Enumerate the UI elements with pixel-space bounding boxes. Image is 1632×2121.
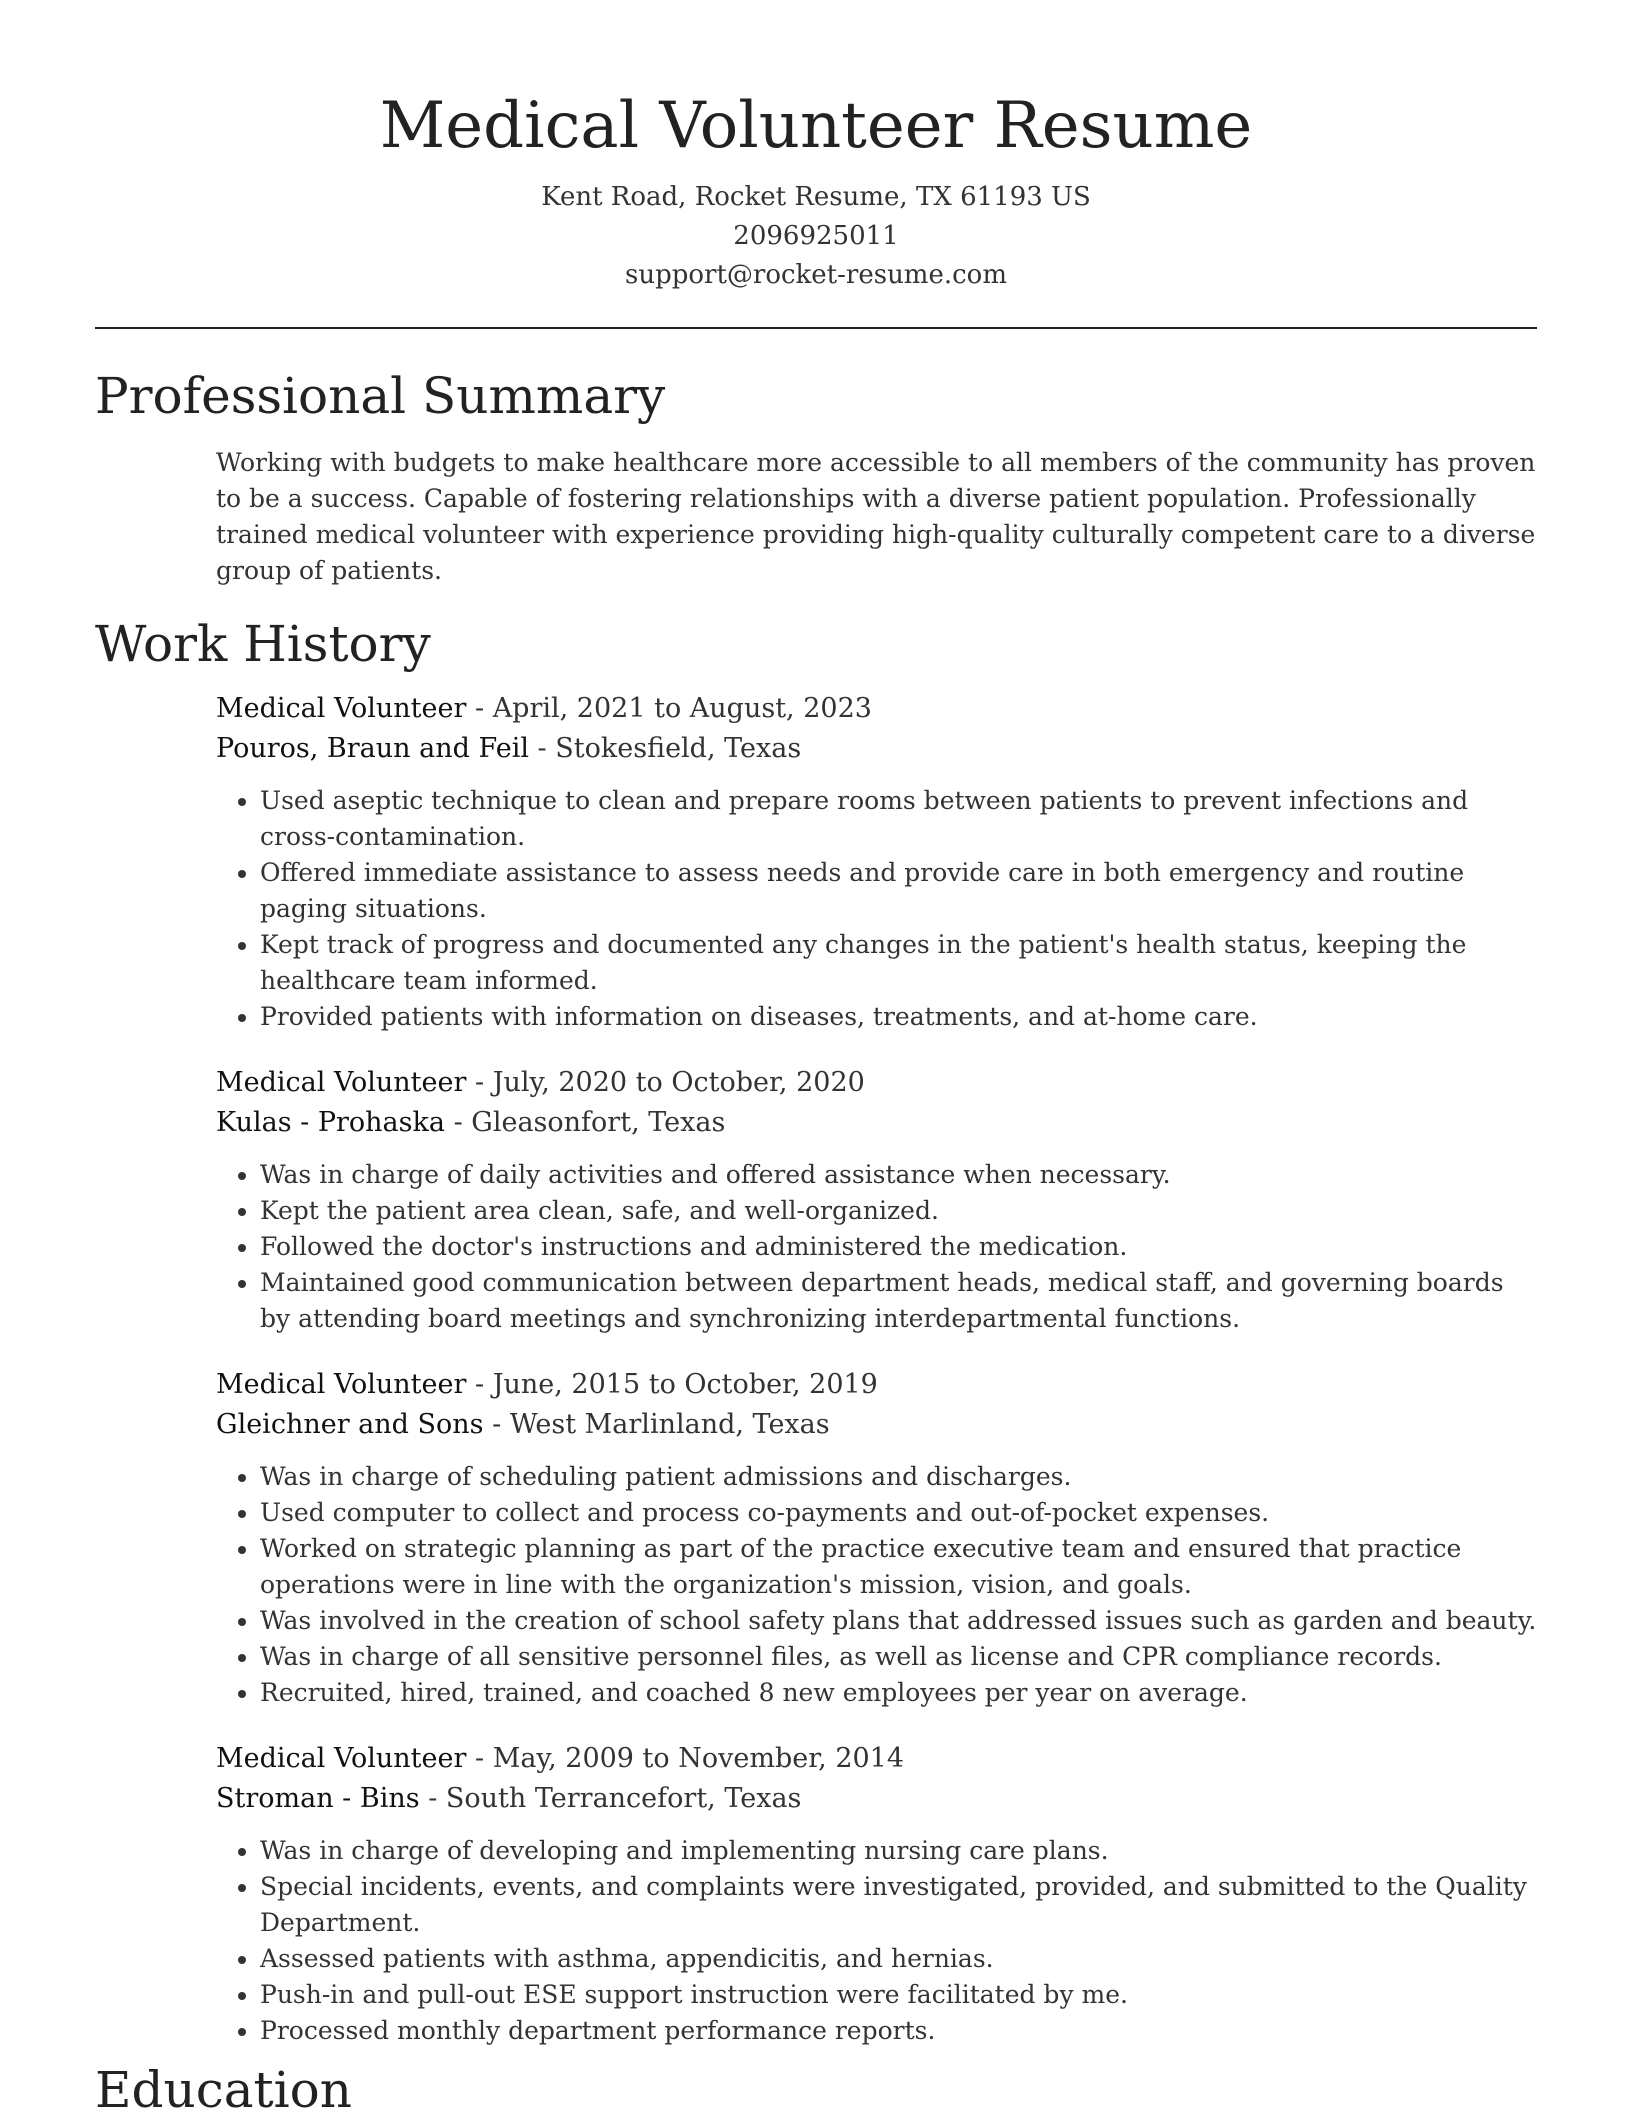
resume-title: Medical Volunteer Resume — [379, 89, 1253, 163]
job-location: Stokesfield, Texas — [555, 733, 802, 764]
job-title-line: Medical Volunteer - July, 2020 to October, 2020 — [216, 1067, 865, 1098]
bullet-item: • Push-in and pull-out ESE support instruction were facilitated by me. — [260, 1977, 1537, 2013]
resume-header — [95, 0, 1537, 295]
summary-text: Working with budgets to make healthcare more accessible to all members of the community has proven to be a success. Capable of fostering relationships with a diverse patient population. Professionally trained medical volunteer with experience providing high-quality culturally competent care to a diverse group of patients. — [216, 448, 1536, 585]
bullet-item: • Recruited, hired, trained, and coached 8 new employees per year on average. — [260, 1675, 1537, 1711]
job-entry — [216, 1063, 1537, 1337]
job-location: West Marlinland, Texas — [509, 1409, 830, 1440]
job-company-line: Gleichner and Sons - West Marlinland, Texas — [216, 1409, 830, 1440]
job-title: Medical Volunteer — [216, 693, 467, 724]
job-company-line: Pouros, Braun and Feil - Stokesfield, Texas — [216, 733, 802, 764]
job-dates: July, 2020 to October, 2020 — [492, 1067, 865, 1098]
contact-email: support@rocket-resume.com — [624, 260, 1007, 290]
job-title-line: Medical Volunteer - April, 2021 to August, 2023 — [216, 693, 872, 724]
job-bullets — [216, 783, 1537, 1035]
job-entry — [216, 1365, 1537, 1711]
bullet-item: • Used computer to collect and process co-payments and out-of-pocket expenses. — [260, 1495, 1537, 1531]
job-dates: April, 2021 to August, 2023 — [492, 693, 872, 724]
bullet-item: • Processed monthly department performance reports. — [260, 2013, 1537, 2049]
bullet-item: • Used aseptic technique to clean and prepare rooms between patients to prevent infections and cross-contamination. — [260, 783, 1537, 855]
resume-page — [95, 0, 1537, 2121]
bullet-item: • Offered immediate assistance to assess needs and provide care in both emergency and routine paging situations. — [260, 855, 1537, 927]
header-divider — [95, 327, 1537, 329]
job-entry — [216, 1739, 1537, 2049]
contact-block — [95, 178, 1537, 295]
job-entry — [216, 689, 1537, 1035]
job-bullets — [216, 1459, 1537, 1711]
bullet-item: • Was in charge of all sensitive personnel files, as well as license and CPR compliance records. — [260, 1639, 1537, 1675]
work-history-heading: Work History — [95, 615, 431, 673]
bullet-item: • Was involved in the creation of school safety plans that addressed issues such as garden and beauty. — [260, 1603, 1537, 1639]
job-bullets — [216, 1833, 1537, 2049]
job-dates: June, 2015 to October, 2019 — [492, 1369, 878, 1400]
job-title: Medical Volunteer — [216, 1743, 467, 1774]
bullet-item: • Maintained good communication between department heads, medical staff, and governing boards by attending board meetings and synchronizing interdepartmental functions. — [260, 1265, 1537, 1337]
summary-heading: Professional Summary — [95, 367, 666, 425]
job-title-line: Medical Volunteer - June, 2015 to October, 2019 — [216, 1369, 878, 1400]
bullet-item: • Followed the doctor's instructions and administered the medication. — [260, 1229, 1537, 1265]
job-location: Gleasonfort, Texas — [471, 1107, 726, 1138]
bullet-item: • Kept the patient area clean, safe, and well-organized. — [260, 1193, 1537, 1229]
bullet-item: • Was in charge of daily activities and offered assistance when necessary. — [260, 1157, 1537, 1193]
bullet-item: • Worked on strategic planning as part of the practice executive team and ensured that practice operations were in line with the organization's mission, vision, and goals. — [260, 1531, 1537, 1603]
job-company-line: Stroman - Bins - South Terrancefort, Texas — [216, 1783, 802, 1814]
contact-address: Kent Road, Rocket Resume, TX 61193 US — [541, 182, 1091, 212]
bullet-item: • Was in charge of scheduling patient admissions and discharges. — [260, 1459, 1537, 1495]
contact-phone: 2096925011 — [733, 221, 899, 251]
education-heading: Education — [95, 2061, 352, 2119]
job-company: Stroman - Bins — [216, 1783, 420, 1814]
job-location: South Terrancefort, Texas — [445, 1783, 802, 1814]
job-bullets — [216, 1157, 1537, 1337]
bullet-item: • Special incidents, events, and complaints were investigated, provided, and submitted to the Quality Department. — [260, 1869, 1537, 1941]
bullet-item: • Assessed patients with asthma, appendicitis, and hernias. — [260, 1941, 1537, 1977]
bullet-item: • Was in charge of developing and implementing nursing care plans. — [260, 1833, 1537, 1869]
job-company: Pouros, Braun and Feil — [216, 733, 529, 764]
bullet-item: • Provided patients with information on diseases, treatments, and at-home care. — [260, 999, 1537, 1035]
summary-section — [95, 365, 1537, 589]
job-dates: May, 2009 to November, 2014 — [492, 1743, 905, 1774]
job-title-line: Medical Volunteer - May, 2009 to November, 2014 — [216, 1743, 905, 1774]
job-company: Gleichner and Sons — [216, 1409, 484, 1440]
job-company-line: Kulas - Prohaska - Gleasonfort, Texas — [216, 1107, 726, 1138]
job-company: Kulas - Prohaska — [216, 1107, 445, 1138]
work-history-section — [95, 613, 1537, 2049]
job-title: Medical Volunteer — [216, 1067, 467, 1098]
job-title: Medical Volunteer — [216, 1369, 467, 1400]
bullet-item: • Kept track of progress and documented any changes in the patient's health status, keeping the healthcare team informed. — [260, 927, 1537, 999]
